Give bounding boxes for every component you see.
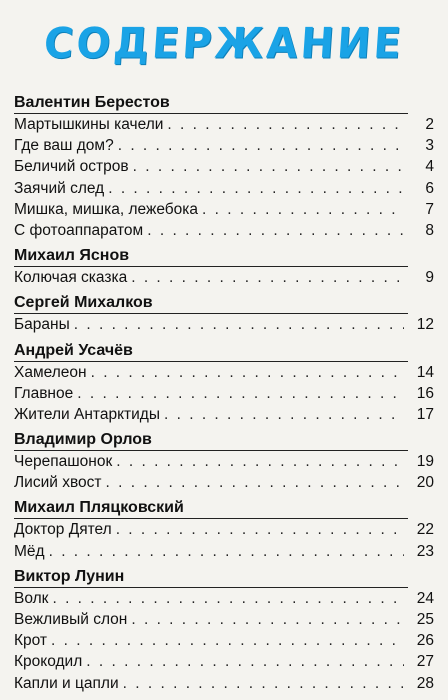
entry-page-number: 12: [416, 316, 434, 334]
entry-page-number: 17: [416, 405, 434, 423]
entry-page-number: 23: [416, 542, 434, 560]
entry-title: Где ваш дом?: [14, 137, 114, 155]
dot-leader: [133, 156, 404, 177]
dot-leader: [167, 114, 404, 135]
entry-page-number: 28: [416, 674, 434, 692]
dot-leader: [51, 630, 404, 651]
dot-leader: [52, 588, 404, 609]
dot-leader: [202, 199, 404, 220]
dot-leader: [49, 541, 404, 562]
table-of-contents: [14, 92, 434, 698]
dot-leader: [91, 362, 404, 383]
author-heading: Владимир Орлов: [14, 431, 152, 449]
entry-title: Крокодил: [14, 653, 83, 671]
dot-leader: [86, 651, 404, 672]
toc-entry[interactable]: [14, 383, 434, 404]
entry-title: Мишка, мишка, лежебока: [14, 200, 199, 218]
toc-entry[interactable]: [14, 135, 434, 156]
entry-page-number: 3: [425, 137, 434, 155]
author-heading: Михаил Яснов: [14, 247, 130, 265]
toc-section: [14, 429, 434, 497]
entry-title: Бараны: [14, 316, 70, 334]
entry-title: Вежливый слон: [14, 611, 128, 628]
toc-entry[interactable]: [14, 651, 434, 672]
toc-section: [14, 340, 434, 430]
entry-title: Мартышкины качели: [14, 116, 164, 133]
toc-section: [14, 245, 434, 292]
entry-page-number: 20: [416, 474, 434, 492]
author-heading: Андрей Усачёв: [14, 341, 133, 359]
toc-entry[interactable]: [14, 156, 434, 177]
toc-entry[interactable]: [14, 519, 434, 540]
entry-page-number: 6: [425, 179, 434, 197]
entry-page-number: 19: [416, 453, 434, 471]
toc-entry[interactable]: [14, 178, 434, 199]
dot-leader: [116, 451, 404, 472]
entry-title: Лисий хвост: [14, 474, 102, 492]
entry-title: Жители Антарктиды: [14, 405, 160, 423]
dot-leader: [164, 404, 404, 425]
entry-title: Волк: [14, 589, 49, 607]
toc-entry[interactable]: [14, 404, 434, 425]
entry-page-number: 14: [416, 363, 434, 381]
entry-page-number: 26: [416, 632, 434, 650]
author-heading: Сергей Михалков: [14, 294, 153, 312]
author-heading: Валентин Берестов: [14, 94, 170, 111]
entry-title: Крот: [14, 632, 48, 650]
dot-leader: [131, 267, 404, 288]
entry-page-number: 16: [416, 384, 434, 402]
toc-entry[interactable]: [14, 541, 434, 562]
entry-page-number: 22: [416, 521, 434, 539]
dot-leader: [74, 314, 404, 335]
entry-title: Мёд: [14, 542, 45, 560]
toc-entry[interactable]: [14, 199, 434, 220]
entry-page-number: 7: [425, 200, 434, 218]
toc-entry[interactable]: [14, 362, 434, 383]
dot-leader: [147, 220, 404, 241]
toc-entry[interactable]: [14, 114, 434, 135]
entry-title: С фотоаппаратом: [14, 221, 144, 239]
toc-entry[interactable]: [14, 630, 434, 651]
entry-page-number: 9: [425, 269, 434, 287]
entry-title: Хамелеон: [14, 363, 87, 381]
section-gap: [14, 694, 434, 698]
toc-entry[interactable]: [14, 609, 434, 630]
entry-page-number: 27: [416, 653, 434, 671]
entry-title: Доктор Дятел: [14, 521, 112, 539]
author-heading: Виктор Лунин: [14, 567, 125, 585]
entry-title: Капли и цапли: [14, 674, 119, 692]
dot-leader: [108, 178, 404, 199]
page-title: СОДЕРЖАНИЕ: [42, 19, 406, 69]
dot-leader: [116, 519, 404, 540]
dot-leader: [77, 383, 404, 404]
toc-entry[interactable]: [14, 588, 434, 609]
toc-entry[interactable]: [14, 314, 434, 335]
entry-page-number: 25: [416, 611, 434, 628]
entry-page-number: 8: [425, 221, 434, 239]
entry-title: Беличий остров: [14, 158, 129, 176]
dot-leader: [105, 472, 404, 493]
dot-leader: [118, 135, 404, 156]
entry-page-number: 2: [425, 116, 434, 133]
entry-page-number: 4: [425, 158, 434, 176]
toc-entry[interactable]: [14, 220, 434, 241]
toc-entry[interactable]: [14, 673, 434, 694]
entry-title: Черепашонок: [14, 453, 113, 471]
author-heading: Михаил Пляцковский: [14, 499, 184, 517]
entry-title: Заячий след: [14, 179, 105, 197]
toc-section: [14, 497, 434, 565]
toc-entry[interactable]: [14, 451, 434, 472]
toc-entry[interactable]: [14, 472, 434, 493]
entry-title: Главное: [14, 384, 74, 402]
toc-section: [14, 92, 434, 245]
toc-section: [14, 566, 434, 698]
entry-page-number: 24: [416, 589, 434, 607]
page-header: [0, 14, 448, 74]
entry-title: Колючая сказка: [14, 269, 128, 287]
dot-leader: [123, 673, 404, 694]
toc-entry[interactable]: [14, 267, 434, 288]
toc-section: [14, 292, 434, 339]
dot-leader: [131, 609, 404, 630]
